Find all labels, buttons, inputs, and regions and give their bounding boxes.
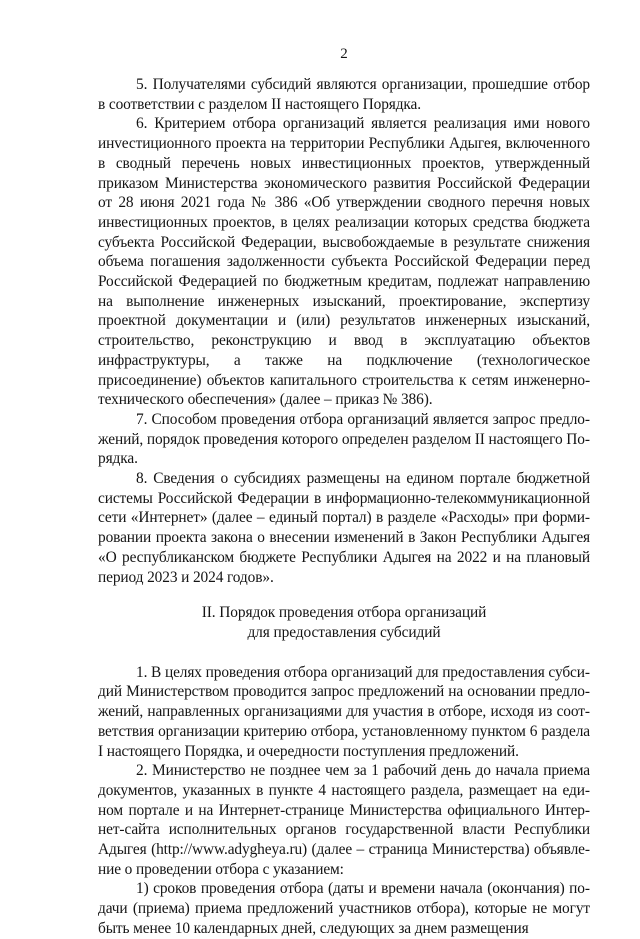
section-2-heading [98, 603, 590, 642]
section-2-heading-line-1: II. Порядок проведения отбора организаций [201, 604, 487, 622]
section-2-paragraph-1-request-proposals: 1. В целях проведения отбора организаций для предоставления субсидий Министерством проводится запрос предложений на основании предложений, направленных организациями для участия в отборе, исходя из соответствия организации критерию отбора, установленному пунктом 6 раздела I настоящего Порядка, и очередности поступления предложений. [98, 663, 590, 760]
section-2-subparagraph-1-deadlines: 1) сроков проведения отбора (даты и времени начала (окончания) подачи (приема) приема предложений участников отбора), которые не могут быть менее 10 календарных дней, следующих за днем размещения [98, 880, 590, 937]
paragraph-5-recipients: 5. Получателями субсидий являются организации, прошедшие отбор в соответствии с разделом II настоящего Порядка. [98, 76, 590, 113]
page-number: 2 [340, 46, 348, 62]
paragraph-6-selection-criterion: 6. Критерием отбора организаций является реализация ими нового инvестиционного проекта на территории Республики Адыгея, включенного в сводный перечень новых инвестиционных проектов, утвержденный приказом Министерства экономического развития Российской Федерации от 28 июня 2021 года № 386 «Об утверждении сводного перечня новых инвестиционных проектов, в целях реализации которых средства бюджета субъекта Российской Федерации, высвобождаемые в результате снижения объема погашения задолженности субъекта Российской Федерации перед Российской Федерацией по бюджетным кредитам, подлежат направлению на выполнение инженерных изысканий, проектирование, экспертизу проектной документации и (или) результатов инженерных изысканий, строительство, реконструкцию и ввод в эксплуатацию объектов инфраструктуры, а также на подключение (технологическое присоединение) объектов капитального строительства к сетям инженерно-технического обеспечения» (далее – приказ № 386). [98, 115, 590, 409]
paragraph-8-subsidy-information: 8. Сведения о субсидиях размещены на едином портале бюджетной системы Российской Федерации в информационно-телекоммуникационной сети «Интернет» (далее – единый портал) в разделе «Расходы» при формировании проекта закона о внесении изменений в Закон Республики Адыгея «О республиканском бюджете Республики Адыгея на 2022 и на плановый период 2023 и 2024 годов». [98, 470, 590, 586]
section-2-body [98, 663, 590, 939]
paragraph-7-selection-method: 7. Способом проведения отбора организаций является запрос предложений, порядок проведения которого определен разделом II настоящего Порядка. [98, 410, 590, 468]
section-2-heading-line-2: для предоставления субсидий [247, 623, 441, 641]
section-2-paragraph-2-announcement: 2. Министерство не позднее чем за 1 рабочий день до начала приема документов, указанных в пункте 4 настоящего раздела, размещает на едином портале и на Интернет-странице Министерства официального Интернет-сайта исполнительных органов государственной власти Республики Адыгея (http://www.adygheya.ru) (далее – страница Министерства) объявление о проведении отбора с указанием: [98, 762, 590, 878]
section-1-body [98, 75, 590, 587]
